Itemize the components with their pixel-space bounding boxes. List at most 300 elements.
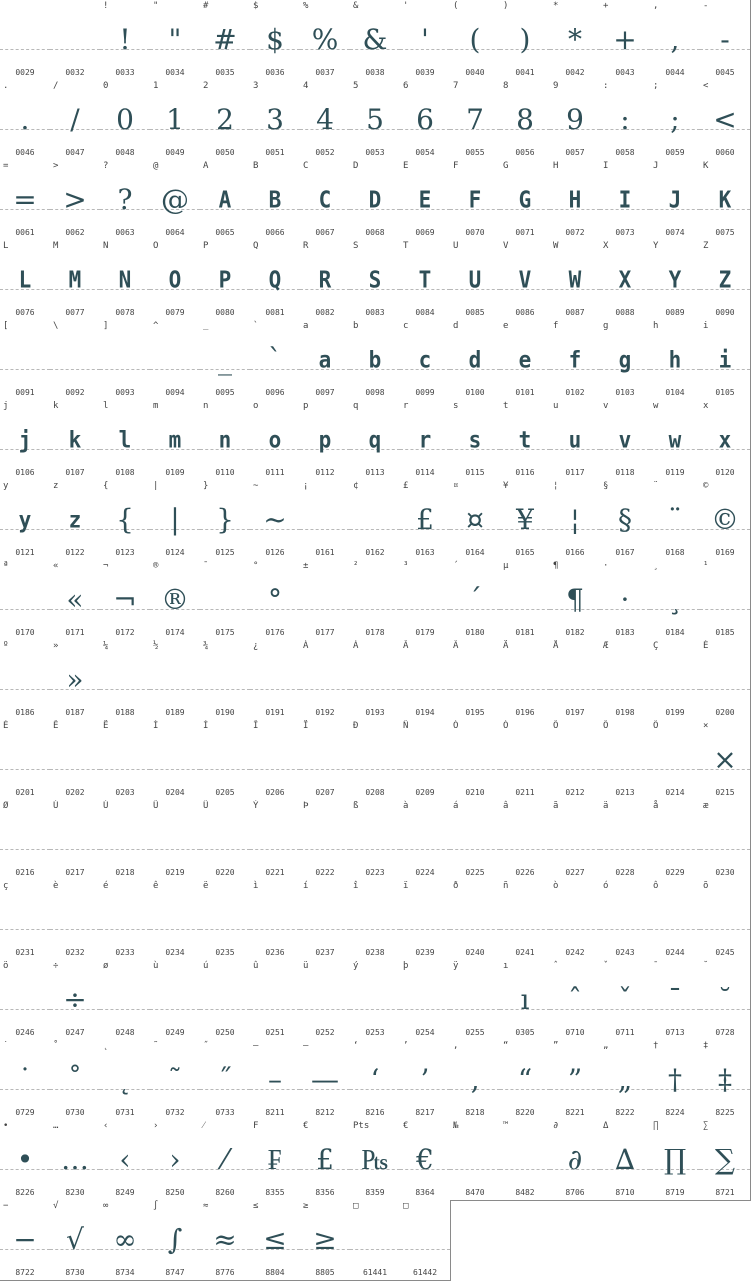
glyph-cell (100, 640, 151, 721)
cell-code-label: 0041 (515, 68, 535, 77)
cell-character-label: S (353, 241, 359, 251)
cell-character-label: Ï (303, 721, 309, 731)
glyph-cell (400, 0, 451, 81)
cell-character-label: „ (603, 1041, 609, 1051)
glyph-preview: s (468, 426, 482, 454)
glyph-preview: N (118, 266, 132, 294)
cell-character-label: ö (3, 961, 9, 971)
cell-character-label: p (303, 401, 309, 411)
glyph-cell (0, 320, 51, 401)
glyph-cell (600, 400, 651, 481)
glyph-preview: ¸ (668, 583, 682, 616)
cell-character-label: ı (503, 961, 509, 971)
cell-character-label: b (353, 321, 359, 331)
glyph-preview: T (418, 266, 432, 294)
cell-character-label: O (153, 241, 159, 251)
glyph-preview: ¬ (113, 583, 137, 616)
glyph-preview: Y (668, 266, 682, 294)
cell-code-label: 8250 (165, 1188, 185, 1197)
cell-character-label: Ý (253, 801, 259, 811)
glyph-preview: X (618, 266, 632, 294)
cell-character-label: f (553, 321, 559, 331)
glyph-preview: ˘ (718, 983, 732, 1016)
glyph-cell (600, 320, 651, 401)
cell-character-label: £ (403, 481, 409, 491)
cell-character-label: ° (253, 561, 259, 571)
cell-character-label: Æ (603, 641, 609, 651)
glyph-preview: D (368, 186, 382, 214)
cell-character-label: › (153, 1121, 159, 1131)
glyph-cell (250, 800, 301, 881)
glyph-cell (250, 480, 301, 561)
cell-code-label: 0075 (715, 228, 735, 237)
cell-character-label: , (653, 1, 659, 11)
cell-character-label: Þ (303, 801, 309, 811)
cell-code-label: 8805 (315, 1268, 335, 1277)
glyph-preview: ( (469, 23, 481, 56)
glyph-cell (100, 1040, 151, 1121)
baseline-guide (50, 769, 100, 770)
glyph-cell (700, 800, 751, 881)
cell-character-label: R (303, 241, 309, 251)
cell-code-label: 0097 (315, 388, 335, 397)
glyph-cell (650, 960, 701, 1041)
cell-character-label: “ (503, 1041, 509, 1051)
baseline-guide (200, 689, 250, 690)
cell-character-label: Â (403, 641, 409, 651)
glyph-cell (350, 0, 401, 81)
glyph-cell (0, 1200, 51, 1281)
glyph-cell (650, 1120, 701, 1201)
cell-code-label: 0048 (115, 148, 135, 157)
cell-code-label: 8470 (465, 1188, 485, 1197)
glyph-preview: ' (421, 23, 429, 56)
cell-code-label: 0235 (215, 948, 235, 957)
glyph-cell (400, 1040, 451, 1121)
glyph-cell (700, 1120, 751, 1201)
glyph-preview: ˜ (168, 1063, 182, 1096)
cell-code-label: 0071 (515, 228, 535, 237)
glyph-cell (600, 1040, 651, 1121)
cell-code-label: 0219 (165, 868, 185, 877)
cell-code-label: 0731 (115, 1108, 135, 1117)
glyph-cell (650, 0, 701, 81)
cell-code-label: 0177 (315, 628, 335, 637)
baseline-guide (500, 609, 550, 610)
cell-character-label: - (703, 1, 709, 11)
cell-code-label: 0253 (365, 1028, 385, 1037)
cell-code-label: 0198 (615, 708, 635, 717)
glyph-cell (500, 720, 551, 801)
glyph-cell (300, 1200, 351, 1281)
cell-code-label: 0167 (615, 548, 635, 557)
cell-character-label: ½ (153, 641, 159, 651)
cell-character-label: ¥ (503, 481, 509, 491)
cell-code-label: 8747 (165, 1268, 185, 1277)
cell-character-label: 6 (403, 81, 409, 91)
glyph-cell (200, 720, 251, 801)
cell-character-label: ê (153, 881, 159, 891)
cell-code-label: 0033 (115, 68, 135, 77)
glyph-preview: ∆ (615, 1143, 635, 1176)
cell-code-label: 0193 (365, 708, 385, 717)
glyph-preview: 2 (216, 103, 234, 136)
cell-character-label: ˜ (153, 1041, 159, 1051)
cell-character-label: Ç (653, 641, 659, 651)
glyph-preview: 4 (316, 103, 334, 136)
cell-character-label: ± (303, 561, 309, 571)
glyph-preview: 3 (266, 103, 284, 136)
glyph-cell (100, 400, 151, 481)
glyph-preview: _ (218, 343, 232, 376)
cell-code-label: 0115 (465, 468, 485, 477)
glyph-cell (500, 800, 551, 881)
glyph-preview: * (568, 23, 582, 56)
glyph-cell (450, 400, 501, 481)
cell-code-label: 0056 (515, 148, 535, 157)
baseline-guide (250, 769, 300, 770)
cell-code-label: 0176 (265, 628, 285, 637)
cell-character-label: 5 (353, 81, 359, 91)
glyph-cell (400, 1120, 451, 1201)
cell-character-label: ÿ (453, 961, 459, 971)
glyph-cell (150, 160, 201, 241)
baseline-guide (100, 689, 150, 690)
glyph-cell (100, 560, 151, 641)
glyph-cell (100, 320, 151, 401)
cell-character-label: ˘ (703, 961, 709, 971)
cell-character-label: ø (103, 961, 109, 971)
glyph-cell (500, 560, 551, 641)
cell-code-label: 0189 (165, 708, 185, 717)
cell-character-label: ™ (503, 1121, 509, 1131)
baseline-guide (200, 769, 250, 770)
cell-character-label: † (653, 1041, 659, 1051)
glyph-preview: ? (117, 183, 133, 216)
cell-code-label: 0188 (115, 708, 135, 717)
glyph-cell (350, 160, 401, 241)
cell-character-label: ¾ (203, 641, 209, 651)
cell-code-label: 0123 (115, 548, 135, 557)
glyph-cell (50, 400, 101, 481)
glyph-cell (550, 800, 601, 881)
glyph-cell (450, 320, 501, 401)
cell-character-label: □ (353, 1201, 359, 1211)
glyph-preview: √ (66, 1223, 84, 1256)
cell-code-label: 0083 (365, 308, 385, 317)
glyph-preview: ` (268, 343, 282, 376)
cell-code-label: 0204 (165, 788, 185, 797)
cell-code-label: 8222 (615, 1108, 635, 1117)
cell-code-label: 0061 (15, 228, 35, 237)
cell-code-label: 0213 (615, 788, 635, 797)
glyph-cell (600, 80, 651, 161)
cell-character-label: ú (203, 961, 209, 971)
glyph-cell (200, 1120, 251, 1201)
glyph-cell (350, 800, 401, 881)
glyph-cell (150, 480, 201, 561)
glyph-cell (250, 240, 301, 321)
glyph-cell (50, 80, 101, 161)
glyph-cell (700, 560, 751, 641)
cell-character-label: ë (203, 881, 209, 891)
glyph-preview: ∏ (663, 1143, 687, 1176)
glyph-preview: ´ (468, 583, 482, 616)
glyph-preview: % (311, 23, 339, 56)
glyph-preview: R (318, 266, 332, 294)
glyph-cell (200, 800, 251, 881)
glyph-preview: K (718, 186, 732, 214)
glyph-preview: ) (519, 23, 531, 56)
cell-code-label: 8226 (15, 1188, 35, 1197)
cell-code-label: 0305 (515, 1028, 535, 1037)
glyph-cell (150, 400, 201, 481)
cell-code-label: 8211 (265, 1108, 285, 1117)
cell-code-label: 8212 (315, 1108, 335, 1117)
cell-character-label: ) (503, 1, 509, 11)
glyph-preview: × (713, 743, 737, 776)
glyph-preview: ˇ (618, 983, 632, 1016)
cell-code-label: 0121 (15, 548, 35, 557)
glyph-preview: - (720, 23, 730, 56)
glyph-preview: 5 (366, 103, 384, 136)
cell-character-label: z (53, 481, 59, 491)
cell-character-label: ≤ (253, 1201, 259, 1211)
cell-code-label: 8225 (715, 1108, 735, 1117)
glyph-cell (400, 880, 451, 961)
glyph-preview: B (268, 186, 282, 214)
cell-character-label: = (3, 161, 9, 171)
baseline-guide (50, 929, 100, 930)
cell-code-label: 0242 (565, 948, 585, 957)
baseline-guide (450, 1009, 500, 1010)
glyph-cell (550, 0, 601, 81)
glyph-cell (100, 240, 151, 321)
glyph-cell (200, 880, 251, 961)
cell-character-label: ˆ (553, 961, 559, 971)
cell-code-label: 0077 (65, 308, 85, 317)
cell-code-label: 0032 (65, 68, 85, 77)
glyph-cell (300, 480, 351, 561)
cell-code-label: 0223 (365, 868, 385, 877)
glyph-cell (700, 160, 751, 241)
cell-character-label: E (403, 161, 409, 171)
baseline-guide (500, 689, 550, 690)
cell-character-label: G (503, 161, 509, 171)
glyph-cell (650, 880, 701, 961)
glyph-cell (450, 160, 501, 241)
cell-character-label: ã (553, 801, 559, 811)
cell-character-label: − (3, 1201, 9, 1211)
cell-code-label: 0229 (665, 868, 685, 877)
cell-character-label: Ó (503, 721, 509, 731)
glyph-preview: ÷ (63, 983, 87, 1016)
baseline-guide (500, 929, 550, 930)
baseline-guide (350, 849, 400, 850)
cell-character-label: y (3, 481, 9, 491)
cell-code-label: 0199 (665, 708, 685, 717)
cell-character-label: Z (703, 241, 709, 251)
cell-character-label: k (53, 401, 59, 411)
cell-character-label: ˚ (53, 1041, 59, 1051)
glyph-cell (200, 960, 251, 1041)
glyph-cell (500, 1120, 551, 1201)
cell-code-label: 0110 (215, 468, 235, 477)
glyph-cell (450, 640, 501, 721)
cell-code-label: 0049 (165, 148, 185, 157)
cell-code-label: 0035 (215, 68, 235, 77)
cell-code-label: 0165 (515, 548, 535, 557)
cell-character-label: 3 (253, 81, 259, 91)
glyph-cell (450, 880, 501, 961)
cell-code-label: 0050 (215, 148, 235, 157)
cell-code-label: 0224 (415, 868, 435, 877)
baseline-guide (350, 1009, 400, 1010)
glyph-cell (0, 880, 51, 961)
baseline-guide (650, 769, 700, 770)
cell-code-label: 0055 (465, 148, 485, 157)
cell-character-label: № (453, 1121, 459, 1131)
cell-code-label: 0212 (565, 788, 585, 797)
cell-code-label: 0710 (565, 1028, 585, 1037)
cell-code-label: 0252 (315, 1028, 335, 1037)
glyph-cell (300, 320, 351, 401)
glyph-preview: · (620, 583, 630, 616)
glyph-cell (150, 1040, 201, 1121)
glyph-preview: . (20, 103, 30, 136)
glyph-preview: ˉ (668, 983, 682, 1016)
cell-character-label: s (453, 401, 459, 411)
cell-character-label: ‡ (703, 1041, 709, 1051)
glyph-preview: ¥ (516, 503, 534, 536)
cell-character-label: ? (103, 161, 109, 171)
cell-code-label: 0069 (415, 228, 435, 237)
cell-code-label: 8221 (565, 1108, 585, 1117)
cell-code-label: 0230 (715, 868, 735, 877)
cell-character-label: Ì (153, 721, 159, 731)
cell-character-label: ² (353, 561, 359, 571)
cell-code-label: 0051 (265, 148, 285, 157)
glyph-preview: • (16, 1143, 34, 1176)
glyph-preview: S (368, 266, 382, 294)
cell-character-label: « (53, 561, 59, 571)
cell-character-label: ‘ (353, 1041, 359, 1051)
cell-code-label: 0200 (715, 708, 735, 717)
cell-character-label: ; (653, 81, 659, 91)
glyph-cell (600, 720, 651, 801)
glyph-preview: n (218, 426, 232, 454)
glyph-cell (0, 80, 51, 161)
cell-code-label: 0239 (415, 948, 435, 957)
glyph-preview: ∞ (113, 1223, 137, 1256)
glyph-preview: k (68, 426, 82, 454)
cell-character-label: [ (3, 321, 9, 331)
glyph-cell (200, 400, 251, 481)
glyph-cell (250, 320, 301, 401)
cell-character-label: æ (703, 801, 709, 811)
glyph-cell (700, 0, 751, 81)
cell-character-label: È (703, 641, 709, 651)
glyph-cell (450, 960, 501, 1041)
glyph-cell (300, 960, 351, 1041)
cell-character-label: ñ (503, 881, 509, 891)
glyph-cell (0, 1040, 51, 1121)
cell-code-label: 0045 (715, 68, 735, 77)
baseline-guide (400, 689, 450, 690)
cell-code-label: 0162 (365, 548, 385, 557)
glyph-cell (250, 80, 301, 161)
cell-code-label: 0170 (15, 628, 35, 637)
cell-character-label: ð (453, 881, 459, 891)
glyph-cell (100, 480, 151, 561)
cell-code-label: 0109 (165, 468, 185, 477)
glyph-preview: c (418, 346, 432, 374)
glyph-cell (0, 400, 51, 481)
cell-code-label: 0113 (365, 468, 385, 477)
baseline-guide (650, 689, 700, 690)
cell-code-label: 0122 (65, 548, 85, 557)
cell-character-label: 2 (203, 81, 209, 91)
glyph-cell (450, 1040, 501, 1121)
glyph-preview: W (568, 266, 582, 294)
cell-character-label: ≥ (303, 1201, 309, 1211)
cell-character-label: û (253, 961, 259, 971)
cell-code-label: 0163 (415, 548, 435, 557)
glyph-preview: Z (718, 266, 732, 294)
cell-character-label: ˉ (653, 961, 659, 971)
cell-character-label: ¡ (303, 481, 309, 491)
cell-character-label: ¨ (653, 481, 659, 491)
cell-character-label: o (253, 401, 259, 411)
glyph-cell (200, 320, 251, 401)
cell-character-label: ^ (153, 321, 159, 331)
cell-character-label: Õ (603, 721, 609, 731)
glyph-preview: ° (268, 583, 282, 616)
glyph-preview: u (568, 426, 582, 454)
cell-character-label: B (253, 161, 259, 171)
glyph-preview: v (618, 426, 632, 454)
glyph-cell (150, 800, 201, 881)
cell-code-label: 0091 (15, 388, 35, 397)
glyph-preview: t (518, 426, 532, 454)
cell-code-label: 0217 (65, 868, 85, 877)
cell-code-label: 8482 (515, 1188, 535, 1197)
baseline-guide (250, 689, 300, 690)
baseline-guide (150, 929, 200, 930)
glyph-cell (500, 960, 551, 1041)
glyph-cell (100, 800, 151, 881)
cell-code-label: 8218 (465, 1108, 485, 1117)
cell-code-label: 0733 (215, 1108, 235, 1117)
baseline-guide (150, 1009, 200, 1010)
cell-code-label: 8719 (665, 1188, 685, 1197)
cell-code-label: 0174 (165, 628, 185, 637)
cell-character-label: V (503, 241, 509, 251)
cell-character-label: T (403, 241, 409, 251)
glyph-preview: J (668, 186, 682, 214)
glyph-cell (550, 80, 601, 161)
glyph-cell (50, 320, 101, 401)
cell-character-label: D (353, 161, 359, 171)
cell-character-label: ‚ (453, 1041, 459, 1051)
cell-character-label: € (403, 1121, 409, 1131)
baseline-guide (50, 49, 100, 50)
glyph-cell (550, 480, 601, 561)
cell-code-label: 0111 (265, 468, 285, 477)
cell-code-label: 0210 (465, 788, 485, 797)
glyph-preview: ∑ (715, 1143, 735, 1176)
glyph-preview: p (318, 426, 332, 454)
